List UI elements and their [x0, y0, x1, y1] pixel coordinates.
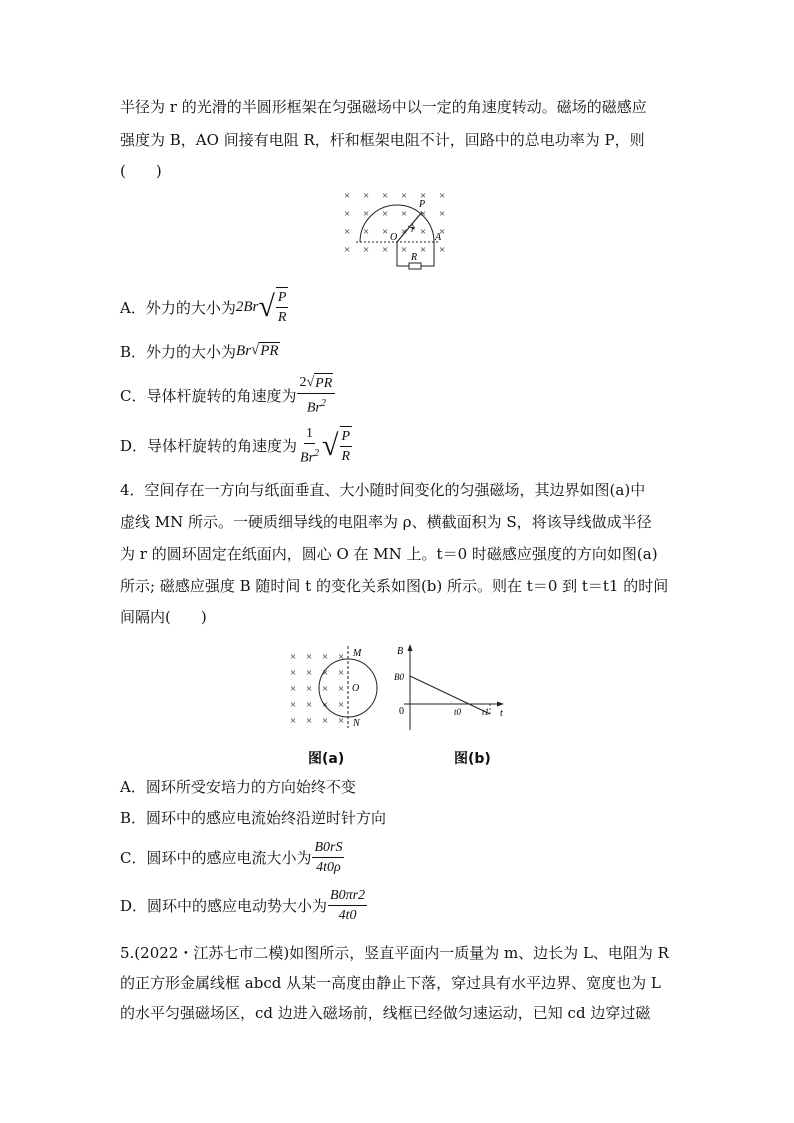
q3-line-3: ( ): [120, 162, 162, 180]
q4-figure-a-caption: 图(a): [308, 751, 345, 767]
q3-option-a-coef: 2Br: [235, 298, 259, 315]
q3-option-a-sqrt: √ $\frac{P}{R}$: [258, 287, 289, 327]
field-cross-icon: ×: [322, 683, 329, 695]
q3-option-c: C．导体杆旋转的角速度为 2 √ PR Br$^2$: [120, 373, 336, 418]
field-cross-icon: ×: [322, 667, 329, 679]
field-cross-icon: ×: [382, 208, 389, 220]
field-cross-icon: ×: [382, 244, 389, 256]
q4-option-c: [120, 838, 345, 877]
label-A: A: [435, 232, 442, 243]
q3-option-d: D．导体杆旋转的角速度为 $\frac{1}{Br^2}$ √ $\frac{P}{R}$: [120, 426, 351, 466]
q3-option-b-radicand: PR: [260, 343, 279, 359]
label-N: N: [353, 718, 360, 729]
q4-figure-b-caption: 图(b): [454, 751, 491, 767]
field-cross-icon: ×: [363, 190, 370, 202]
q3-line-1: 半径为 r 的光滑的半圆形框架在匀强磁场中以一定的角速度转动。磁场的磁感应: [120, 98, 647, 116]
field-cross-icon: ×: [420, 208, 427, 220]
field-cross-icon: ×: [439, 190, 446, 202]
q4-line-3: 为 r 的圆环固定在纸面内，圆心 O 在 MN 上。t＝0 时磁感应强度的方向如图(a): [120, 545, 658, 563]
field-cross-icon: ×: [322, 699, 329, 711]
q3-option-d-label: D．导体杆旋转的角速度为: [120, 437, 298, 456]
field-cross-icon: ×: [306, 715, 313, 727]
q3-figure: [338, 186, 456, 278]
label-M: M: [353, 648, 362, 659]
q3-option-a: [120, 287, 289, 327]
q4-figure-a: [286, 644, 386, 730]
field-cross-icon: ×: [338, 699, 345, 711]
field-cross-icon: ×: [363, 244, 370, 256]
field-cross-icon: ×: [338, 683, 345, 695]
label-B0: B0: [394, 672, 404, 682]
field-cross-icon: ×: [322, 715, 329, 727]
field-cross-icon: ×: [322, 651, 329, 663]
field-cross-icon: ×: [344, 226, 351, 238]
q4-line-2: 虚线 MN 所示。一硬质细导线的电阻率为 ρ、横截面积为 S，将该导线做成半径: [120, 513, 652, 531]
field-cross-icon: ×: [382, 226, 389, 238]
field-cross-icon: ×: [290, 651, 297, 663]
q3-line-2: 强度为 B，AO 间接有电阻 R，杆和框架电阻不计，回路中的总电功率为 P，则: [120, 131, 645, 149]
field-cross-icon: ×: [363, 226, 370, 238]
field-cross-icon: ×: [439, 208, 446, 220]
label-t1: t1: [482, 707, 490, 717]
field-cross-icon: ×: [401, 208, 408, 220]
field-cross-icon: ×: [290, 683, 297, 695]
q4-option-c-numerator: B0rS: [312, 838, 344, 858]
q5-line-2: 的正方形金属线框 abcd 从某一高度由静止下落，穿过具有水平边界、宽度也为 L: [120, 974, 661, 992]
label-O: O: [352, 683, 360, 694]
q3-option-b: B．外力的大小为 Br √ PR: [120, 342, 279, 361]
field-cross-icon: ×: [401, 244, 408, 256]
q3-option-c-label: C．导体杆旋转的角速度为: [120, 386, 297, 405]
field-cross-icon: ×: [420, 244, 427, 256]
label-R: R: [411, 252, 418, 263]
field-cross-icon: ×: [420, 226, 427, 238]
label-zero: 0: [399, 706, 404, 717]
q5-line-1: 5.(2022・江苏七市二模)如图所示，竖直平面内一质量为 m、边长为 L、电阻为 R: [120, 944, 669, 962]
field-cross-icon: ×: [306, 667, 313, 679]
field-cross-icon: ×: [382, 190, 389, 202]
field-cross-icon: ×: [439, 244, 446, 256]
q5-line-3: 的水平匀强磁场区，cd 边进入磁场前，线框已经做匀速运动，已知 cd 边穿过磁: [120, 1004, 651, 1022]
q4-option-c-denominator: 4t0ρ: [316, 860, 341, 875]
label-r: r: [411, 224, 415, 235]
field-cross-icon: ×: [306, 651, 313, 663]
q4-option-d: [120, 886, 368, 925]
field-cross-icon: ×: [420, 190, 427, 202]
field-cross-icon: ×: [344, 244, 351, 256]
q4-option-c-label: C．圆环中的感应电流大小为: [120, 849, 312, 867]
field-cross-icon: ×: [363, 208, 370, 220]
field-cross-icon: ×: [401, 226, 408, 238]
field-cross-icon: ×: [306, 683, 313, 695]
field-cross-icon: ×: [401, 190, 408, 202]
q3-option-b-expr: Br: [236, 342, 252, 359]
q4-option-d-numerator: B0πr2: [328, 886, 367, 906]
q4-option-d-denominator: 4t0: [338, 908, 357, 923]
field-cross-icon: ×: [338, 715, 345, 727]
field-cross-icon: ×: [338, 667, 345, 679]
q4-line-5: 间隔内( ): [120, 608, 207, 626]
label-t: t: [500, 708, 503, 719]
q3-option-b-label: B．外力的大小为: [120, 342, 237, 361]
field-cross-icon: ×: [290, 667, 297, 679]
field-cross-icon: ×: [290, 699, 297, 711]
q4-line-4: 所示; 磁感应强度 B 随时间 t 的变化关系如图(b) 所示。则在 t＝0 到 t＝t1 的时间: [120, 577, 669, 595]
label-B: B: [397, 646, 404, 657]
q3-option-a-label: A．外力的大小为: [120, 298, 236, 317]
field-cross-icon: ×: [439, 226, 446, 238]
field-cross-icon: ×: [290, 715, 297, 727]
label-P: P: [419, 199, 426, 210]
field-cross-icon: ×: [306, 699, 313, 711]
q4-option-d-label: D．圆环中的感应电动势大小为: [120, 897, 328, 915]
label-t0: t0: [454, 707, 462, 717]
field-cross-icon: ×: [338, 651, 345, 663]
q4-option-b: B．圆环中的感应电流始终沿逆时针方向: [120, 809, 387, 827]
q4-option-a: A．圆环所受安培力的方向始终不变: [120, 778, 356, 796]
label-O: O: [390, 232, 398, 243]
field-cross-icon: ×: [344, 190, 351, 202]
q4-figure-b: [390, 638, 510, 734]
field-cross-icon: ×: [344, 208, 351, 220]
q4-line-1: 4．空间存在一方向与纸面垂直、大小随时间变化的匀强磁场，其边界如图(a)中: [120, 481, 646, 499]
